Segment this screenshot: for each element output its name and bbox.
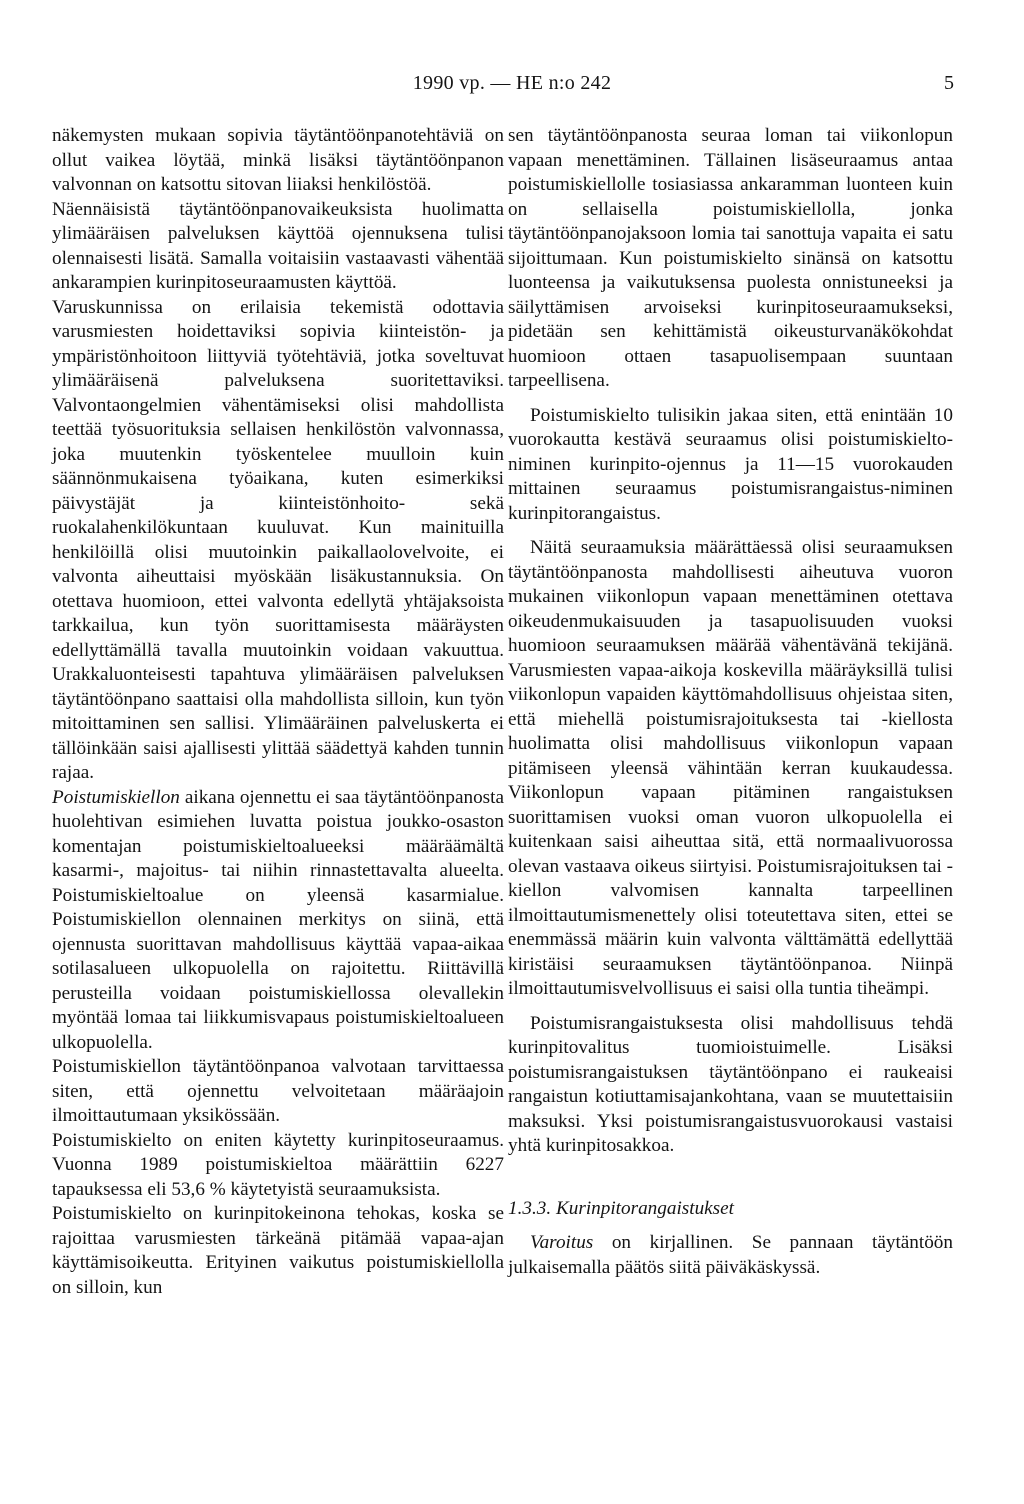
right-column: [508, 124, 953, 1280]
paragraph: Varuskunnissa on erilaisia tekemistä odottavia varusmiesten hoidettaviksi sopivia kiinteistön- ja ympäristönhoitoon liittyviä työtehtäviä, jotka soveltuvat ylimääräisenä palveluksena suoritettaviksi. Valvontaongelmien vähentämiseksi olisi mahdollista teettää työsuorituksia sellaisen henkilöstön valvonnassa, joka muutenkin työskentelee muulloin kuin säännönmukaisena työaikana, kuten esimerkiksi päivystäjät ja kiinteistönhoito- sekä ruokalahenkilökuntaan kuuluvat. Kun mainituilla henkilöillä olisi muutoinkin paikallaolovelvoite, ei valvonta aiheuttaisi myöskään lisäkustannuksia. On otettava huomioon, ettei valvonta edellytä yhtäjaksoista tarkkailua, kun työn suorittamisesta määräysten edellyttämällä tavalla muutoinkin voidaan vakuuttua. Urakkaluonteisesti tapahtuva ylimääräisen palveluksen täytäntöönpano saattaisi olla mahdollista silloin, kun työn mitoittaminen sen sallisi. Ylimääräinen palveluskerta ei tällöinkään saisi ajallisesti ylittää säädettyä kahden tunnin rajaa.: [52, 296, 504, 783]
paragraph-text: on kirjallinen. Se pannaan täytäntöön julkaisemalla päätös siitä päiväkäskyssä.: [508, 1232, 953, 1278]
paragraph: [52, 786, 504, 1056]
paragraph-text: aikana ojennettu ei saa täytäntöönpanosta huolehtivan esimiehen luvatta poistua joukko-osaston komentajan poistumiskieltoalueeksi määräämältä kasarmi-, majoitus- tai niihin rinnastettavalta alueelta. Poistumiskieltoalue on yleensä kasarmialue. Poistumiskiellon olennainen merkitys on siinä, että ojennusta suorittavan mahdollisuus käyttää vapaa-aikaa sotilasalueen ulkopuolella on rajoitettu. Riittävillä perusteilla voidaan poistumiskiellossa olevallekin myöntää lomaa tai liikkumisvapaus poistumiskieltoalueen ulkopuolella.: [52, 786, 504, 1053]
italic-term: Poistumiskiellon: [52, 786, 180, 808]
paragraph: [508, 1231, 953, 1280]
paragraph: Näitä seuraamuksia määrättäessä olisi seuraamuksen täytäntöönpanosta mahdollisesti aiheutuva vuoron mukainen viikonlopun vapaan menettäminen otettava oikeudenmukaisuuden ja tasapuolisuuden vuoksi huomioon seuraamuksen määrää vähentävänä tekijänä. Varusmiesten vapaa-aikoja koskevilla määräyksillä tulisi viikonlopun vapaiden käyttömahdollisuus ohjeistaa siten, että miehellä poistumisrajoituksesta tai -kiellosta huolimatta olisi mahdollisuus viikonlopun vapaan pitämiseen yleensä vähintään kerran kuukaudessa. Viikonlopun vapaan pitäminen rangaistuksen suorittamisen vuoksi oman vuoron ulkopuolella ei kuitenkaan saisi aiheuttaa sitä, että normaalivuorossa olevan vastaava oikeus siirtyisi. Poistumisrajoituksen tai -kiellon valvomisen kannalta tarpeellinen ilmoittautumismenettely olisi toteutettava siten, ettei se enemmässä määrin kuin valvonta välttämättä edellyttää kiristäisi seuraamuksen täytäntöönpanoa. Niinpä ilmoittautumisvelvollisuus ei saisi olla tuntia tiheämpi.: [508, 537, 953, 999]
italic-term: Varoitus: [530, 1232, 594, 1253]
paragraph: Poistumisrangaistuksesta olisi mahdollisuus tehdä kurinpitovalitus tuomioistuimelle. Lisäksi poistumisrangaistuksen täytäntöönpano ei raukeaisi rangaistun kotiuttamisajankohtana, vaan se muutettaisiin maksuksi. Yksi poistumisrangaistusvuorokausi vastaisi yhtä kurinpitosakkoa.: [508, 1012, 953, 1156]
section-heading: 1.3.3. Kurinpitorangaistukset: [508, 1197, 734, 1219]
page-number: 5: [944, 72, 954, 94]
paragraph: sen täytäntöönpanosta seuraa loman tai viikonlopun vapaan menettäminen. Tällainen lisäseuraamus antaa poistumiskiellolle tosiasiassa ankaramman luonteen kuin on sellaisella poistumiskiellolla, jonka täytäntöönpanojaksoon lomia tai sanottuja vapaita ei satu sijoittumaan. Kun poistumiskielto sinänsä on katsottu luonteensa ja vaikutuksensa puolesta onnistuneeksi ja säilyttämisen arvoiseksi kurinpitoseuraamukseksi, pidetään sen kehittämistä oikeusturvanäkökohdat huomioon ottaen tasapuolisempaan suuntaan tarpeellisena.: [508, 125, 953, 391]
paragraph: Näennäisistä täytäntöönpanovaikeuksista huolimatta ylimääräisen palveluksen käyttöä ojennuksena tulisi olennaisesti lisätä. Samalla voitaisiin vastaavasti vähentää ankarampien kurinpitoseuraamusten käyttöä.: [52, 198, 504, 293]
paragraph: Poistumiskiellon täytäntöönpanoa valvotaan tarvittaessa siten, että ojennettu velvoitetaan määräajoin ilmoittautumaan yksikössään.: [52, 1056, 504, 1126]
left-column: [52, 124, 504, 1300]
paragraph: Poistumiskielto on kurinpitokeinona tehokas, koska se rajoittaa varusmiesten tärkeänä pitämää vapaa-ajan käyttämisoikeutta. Erityinen vaikutus poistumiskiellolla on silloin, kun: [52, 1203, 504, 1298]
running-title: 1990 vp. — HE n:o 242: [412, 72, 612, 94]
paragraph: Poistumiskielto tulisikin jakaa siten, että enintään 10 vuorokautta kestävä seuraamus olisi poistumiskielto-niminen kurinpito-ojennus ja 11—15 vuorokauden mittainen seuraamus poistumisrangaistus-niminen kurinpitorangaistus.: [508, 404, 953, 524]
paragraph: näkemysten mukaan sopivia täytäntöönpanotehtäviä on ollut vaikea löytää, minkä lisäksi täytäntöönpanon valvonnan on katsottu sitovan liiaksi henkilöstöä.: [52, 125, 504, 195]
paragraph: Poistumiskielto on eniten käytetty kurinpitoseuraamus. Vuonna 1989 poistumiskieltoa määrättiin 6227 tapauksessa eli 53,6 % käytetyistä seuraamuksista.: [52, 1129, 504, 1200]
page-header: [0, 66, 1024, 106]
